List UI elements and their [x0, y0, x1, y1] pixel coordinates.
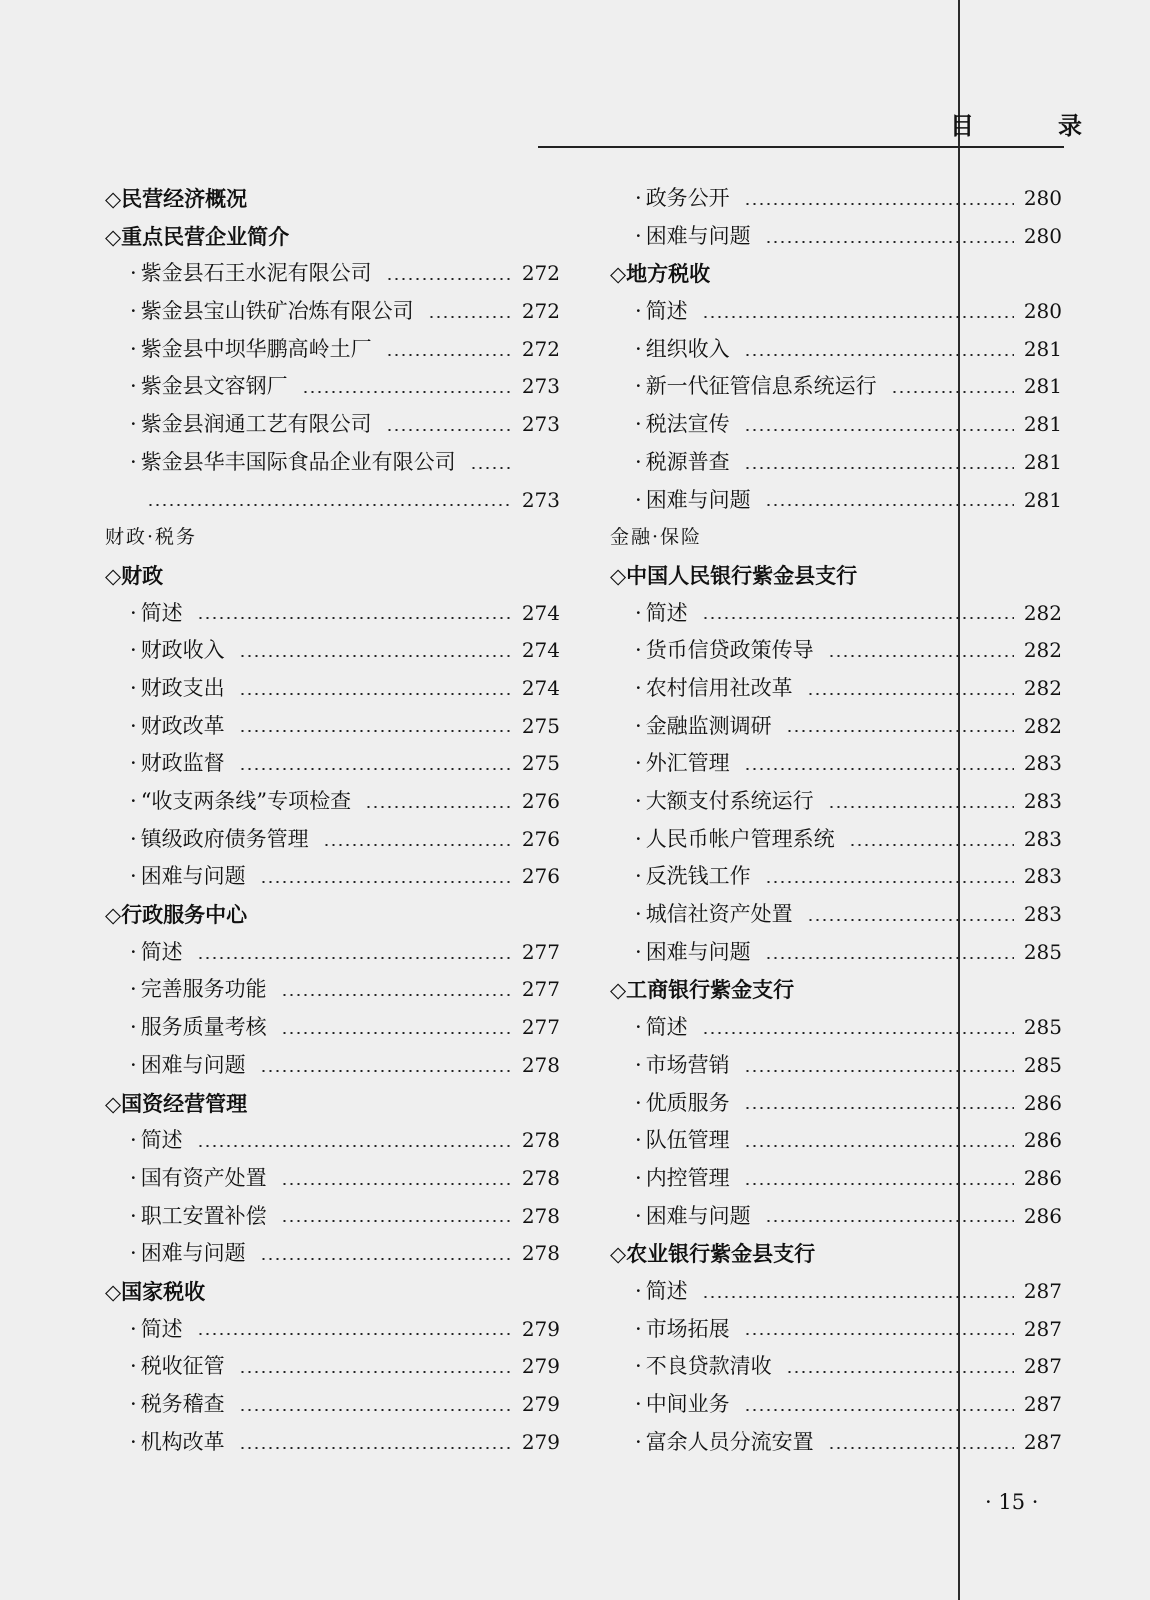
dot-leader [786, 1371, 1014, 1373]
bullet-dot: · [635, 449, 642, 474]
toc-entry[interactable] [105, 1160, 560, 1198]
bullet-dot: · [635, 1203, 642, 1228]
toc-section-heading[interactable]: ◇财政 [105, 562, 164, 588]
toc-entry-title: 困难与问题 [645, 1203, 751, 1228]
dot-leader [260, 1070, 512, 1072]
toc-entry-page: 273 [521, 412, 560, 437]
toc-section-heading[interactable]: ◇地方税收 [610, 261, 711, 287]
bullet-dot: · [635, 1090, 642, 1115]
header-rule [538, 146, 1064, 148]
bullet-dot: · [130, 1052, 137, 1077]
dot-leader [828, 806, 1014, 808]
toc-entry-page: 282 [1023, 675, 1062, 700]
toc-entry[interactable] [610, 632, 1062, 670]
toc-entry[interactable] [105, 745, 560, 783]
toc-entry[interactable] [105, 670, 560, 708]
dot-leader [765, 504, 1014, 506]
toc-entry[interactable] [610, 1122, 1062, 1160]
toc-entry-page: 286 [1023, 1090, 1062, 1115]
toc-entry-page: 277 [521, 1015, 560, 1040]
toc-entry-page: 285 [1023, 1052, 1062, 1077]
bullet-dot: · [130, 1241, 137, 1266]
toc-entry[interactable] [610, 896, 1062, 934]
bullet-dot: · [130, 299, 137, 324]
bullet-dot: · [130, 1392, 137, 1416]
toc-entry-page: 272 [521, 336, 560, 361]
toc-entry[interactable] [610, 1009, 1062, 1047]
toc-entry-title: 人民币帐户管理系统 [645, 826, 835, 851]
bullet-dot: · [130, 977, 137, 1002]
toc-entry[interactable] [105, 406, 560, 444]
toc-entry-page: 279 [521, 1392, 560, 1416]
toc-entry-title: 服务质量考核 [140, 1015, 267, 1040]
toc-entry-title: 外汇管理 [645, 751, 730, 776]
bullet-dot: · [635, 638, 642, 663]
bullet-dot: · [130, 600, 137, 625]
dot-leader [744, 354, 1014, 356]
toc-entry-page: 279 [521, 1429, 560, 1454]
toc-entry-title: 市场拓展 [645, 1316, 730, 1341]
toc-entry-page: 273 [521, 487, 560, 512]
toc-entry[interactable] [610, 1047, 1062, 1085]
toc-entry-title: 职工安置补偿 [140, 1203, 267, 1228]
toc-entry-page: 272 [521, 299, 560, 324]
dot-leader [807, 919, 1014, 921]
toc-entry-title: 税法宣传 [645, 412, 730, 437]
dot-leader [744, 1333, 1014, 1335]
toc-entry-page: 281 [1023, 487, 1062, 512]
toc-entry-title: 简述 [140, 1316, 183, 1341]
toc-entry[interactable] [610, 444, 1062, 482]
dot-leader [807, 693, 1014, 695]
toc-entry[interactable] [610, 1160, 1062, 1198]
toc-entry[interactable] [105, 858, 560, 896]
bullet-dot: · [130, 939, 137, 964]
bullet-dot: · [635, 223, 642, 248]
toc-entry-page: 281 [1023, 374, 1062, 399]
toc-entry-page: 281 [1023, 412, 1062, 437]
page-header-title: 目 录 [950, 111, 1112, 140]
toc-entry-page: 287 [1023, 1429, 1062, 1454]
toc-entry[interactable] [610, 482, 1062, 520]
toc-entry[interactable] [105, 708, 560, 746]
dot-leader [765, 881, 1014, 883]
toc-entry-page: 272 [521, 261, 560, 286]
toc-entry-title: 紫金县石王水泥有限公司 [140, 261, 372, 286]
bullet-dot: · [635, 1015, 642, 1040]
toc-entry-title: 税务稽查 [140, 1392, 225, 1416]
dot-leader [744, 1183, 1014, 1185]
toc-entry-title: 组织收入 [645, 336, 730, 361]
toc-entry[interactable] [105, 1235, 560, 1273]
bullet-dot: · [130, 826, 137, 851]
bullet-dot: · [635, 864, 642, 889]
toc-entry-title: 财政监督 [140, 751, 225, 776]
toc-entry[interactable] [610, 218, 1062, 256]
toc-entry-title: 简述 [140, 600, 183, 625]
toc-section-heading[interactable]: ◇国资经营管理 [105, 1090, 248, 1116]
toc-entry-page: 283 [1023, 751, 1062, 776]
bullet-dot: · [130, 789, 137, 813]
bullet-dot: · [130, 336, 137, 361]
toc-entry[interactable] [610, 1198, 1062, 1236]
bullet-dot: · [130, 1203, 137, 1228]
toc-entry[interactable] [105, 595, 560, 633]
toc-entry-title: 富余人员分流安置 [645, 1429, 814, 1454]
toc-entry-page: 280 [1023, 223, 1062, 248]
toc-entry[interactable] [105, 368, 560, 406]
toc-entry-page: 278 [521, 1128, 560, 1153]
toc-entry-title: 财政改革 [140, 713, 225, 738]
dot-leader [891, 391, 1014, 393]
dot-leader [702, 617, 1014, 619]
toc-entry-title: 紫金县文容钢厂 [140, 374, 288, 399]
toc-entry-page: 285 [1023, 939, 1062, 964]
toc-entry-title: 反洗钱工作 [645, 864, 751, 889]
dot-leader [281, 994, 512, 996]
bullet-dot: · [635, 299, 642, 324]
bullet-dot: · [130, 449, 137, 474]
toc-entry-page: 273 [521, 374, 560, 399]
toc-entry[interactable] [105, 1009, 560, 1047]
toc-entry-page: 277 [521, 977, 560, 1002]
toc-entry[interactable] [105, 255, 560, 293]
bullet-dot: · [635, 600, 642, 625]
toc-entry-title: 机构改革 [140, 1429, 225, 1454]
toc-entry-page: 287 [1023, 1316, 1062, 1341]
toc-entry-title: 简述 [645, 1278, 688, 1303]
toc-entry[interactable] [610, 745, 1062, 783]
toc-entry[interactable] [610, 595, 1062, 633]
toc-entry-page: 287 [1023, 1392, 1062, 1416]
toc-entry-page: 281 [1023, 336, 1062, 361]
toc-entry-title: 紫金县润通工艺有限公司 [140, 412, 372, 437]
toc-entry-page: 277 [521, 939, 560, 964]
toc-entry[interactable] [105, 1311, 560, 1349]
toc-entry-page: 281 [1023, 449, 1062, 474]
dot-leader [302, 391, 512, 393]
toc-entry-page: 287 [1023, 1354, 1062, 1379]
bullet-dot: · [635, 902, 642, 927]
toc-section-heading[interactable]: ◇农业银行紫金县支行 [610, 1241, 816, 1267]
toc-entry-title: 不良贷款清收 [645, 1354, 772, 1379]
bullet-dot: · [130, 751, 137, 776]
dot-leader [386, 429, 512, 431]
dot-leader [197, 1333, 512, 1335]
dot-leader [702, 1296, 1014, 1298]
toc-entry-title: 税收征管 [140, 1354, 225, 1379]
bullet-dot: · [635, 1052, 642, 1077]
dot-leader [260, 881, 512, 883]
toc-entry-title: 中间业务 [645, 1392, 730, 1416]
dot-leader [281, 1032, 512, 1034]
toc-entry-title: 简述 [645, 1015, 688, 1040]
dot-leader [147, 504, 512, 506]
toc-entry-title: 货币信贷政策传导 [645, 638, 814, 663]
bullet-dot: · [635, 412, 642, 437]
toc-entry-page: 274 [521, 638, 560, 663]
bullet-dot: · [130, 412, 137, 437]
toc-entry-page: 282 [1023, 600, 1062, 625]
toc-entry-title: 市场营销 [645, 1052, 730, 1077]
toc-entry-page: 278 [521, 1165, 560, 1190]
toc-entry-title: 困难与问题 [140, 864, 246, 889]
toc-entry-continuation[interactable] [105, 482, 560, 520]
dot-leader [281, 1183, 512, 1185]
toc-entry[interactable] [610, 708, 1062, 746]
toc-entry-title: 简述 [645, 299, 688, 324]
toc-right-column [610, 180, 1062, 1461]
toc-entry-title: 简述 [645, 600, 688, 625]
toc-entry-page: 285 [1023, 1015, 1062, 1040]
toc-entry[interactable] [105, 934, 560, 972]
toc-entry[interactable] [610, 783, 1062, 821]
toc-entry-page: 286 [1023, 1128, 1062, 1153]
toc-section-heading[interactable]: ◇中国人民银行紫金县支行 [610, 562, 858, 588]
toc-entry[interactable] [610, 180, 1062, 218]
toc-entry[interactable] [105, 1348, 560, 1386]
toc-entry[interactable] [105, 331, 560, 369]
dot-leader [239, 693, 512, 695]
dot-leader [744, 1107, 1014, 1109]
toc-entry-title: 简述 [140, 939, 183, 964]
dot-leader [828, 1447, 1014, 1449]
toc-entry-title: 紫金县华丰国际食品企业有限公司 [140, 449, 456, 474]
toc-category-heading: 财政·税务 [105, 526, 198, 549]
toc-entry-title: 困难与问题 [645, 223, 751, 248]
dot-leader [849, 844, 1014, 846]
toc-entry[interactable] [105, 1047, 560, 1085]
dot-leader [386, 354, 512, 356]
bullet-dot: · [130, 1429, 137, 1454]
bullet-dot: · [635, 1165, 642, 1190]
bullet-dot: · [635, 1278, 642, 1303]
toc-entry-page: 275 [521, 751, 560, 776]
toc-entry-title: 优质服务 [645, 1090, 730, 1115]
bullet-dot: · [635, 1128, 642, 1153]
toc-entry-title: 国有资产处置 [140, 1165, 267, 1190]
toc-entry[interactable] [610, 1424, 1062, 1462]
dot-leader [744, 1070, 1014, 1072]
dot-leader [828, 655, 1014, 657]
toc-entry-page: 283 [1023, 826, 1062, 851]
dot-leader [323, 844, 512, 846]
bullet-dot: · [635, 1316, 642, 1341]
toc-entry-title: 政务公开 [645, 186, 730, 210]
bullet-dot: · [130, 675, 137, 700]
toc-entry-page: 282 [1023, 713, 1062, 738]
toc-entry[interactable] [105, 444, 560, 482]
toc-entry-page: 278 [521, 1052, 560, 1077]
toc-entry-page: 283 [1023, 902, 1062, 927]
dot-leader [744, 467, 1014, 469]
dot-leader [197, 1145, 512, 1147]
bullet-dot: · [130, 1128, 137, 1153]
bullet-dot: · [130, 1165, 137, 1190]
toc-entry[interactable] [610, 1273, 1062, 1311]
toc-entry-title: 紫金县中坝华鹏高岭土厂 [140, 336, 372, 361]
bullet-dot: · [635, 789, 642, 813]
dot-leader [386, 278, 512, 280]
toc-entry[interactable] [105, 783, 560, 821]
toc-entry-title: 新一代征管信息系统运行 [645, 374, 877, 399]
bullet-dot: · [130, 638, 137, 663]
dot-leader [260, 1258, 512, 1260]
dot-leader [744, 1409, 1014, 1411]
dot-leader [786, 730, 1014, 732]
bullet-dot: · [130, 261, 137, 286]
toc-entry[interactable] [105, 1386, 560, 1424]
toc-entry[interactable] [610, 1348, 1062, 1386]
toc-entry[interactable] [610, 331, 1062, 369]
toc-entry-page: 286 [1023, 1203, 1062, 1228]
toc-left-column [105, 180, 560, 1461]
toc-section-heading[interactable]: ◇重点民营企业简介 [105, 223, 290, 249]
toc-entry[interactable] [610, 406, 1062, 444]
toc-entry-title: 困难与问题 [140, 1052, 246, 1077]
toc-entry-title: 农村信用社改革 [645, 675, 793, 700]
toc-entry[interactable] [610, 934, 1062, 972]
toc-entry-page: 280 [1023, 299, 1062, 324]
bullet-dot: · [635, 826, 642, 851]
dot-leader [702, 316, 1014, 318]
bullet-dot: · [130, 1354, 137, 1379]
dot-leader [197, 617, 512, 619]
toc-entry[interactable] [105, 1122, 560, 1160]
dot-leader [765, 1220, 1014, 1222]
toc-entry-title: 税源普查 [645, 449, 730, 474]
toc-entry-page: 286 [1023, 1165, 1062, 1190]
toc-entry[interactable] [610, 670, 1062, 708]
toc-entry-page: 283 [1023, 864, 1062, 889]
dot-leader [428, 316, 512, 318]
bullet-dot: · [130, 1015, 137, 1040]
toc-section-heading[interactable]: ◇民营经济概况 [105, 186, 248, 211]
toc-entry-page: 279 [521, 1354, 560, 1379]
toc-entry-title: 队伍管理 [645, 1128, 730, 1153]
toc-entry[interactable] [610, 1311, 1062, 1349]
dot-leader [197, 957, 512, 959]
toc-entry-title: 简述 [140, 1128, 183, 1153]
toc-section-heading[interactable]: ◇国家税收 [105, 1278, 206, 1304]
toc-entry-page: 276 [521, 826, 560, 851]
toc-entry-title: 困难与问题 [645, 487, 751, 512]
bullet-dot: · [130, 713, 137, 738]
bullet-dot: · [635, 1354, 642, 1379]
dot-leader [239, 655, 512, 657]
toc-entry[interactable] [105, 971, 560, 1009]
toc-entry-title: 内控管理 [645, 1165, 730, 1190]
bullet-dot: · [130, 864, 137, 889]
toc-entry-title: 大额支付系统运行 [645, 789, 814, 813]
page-number: · 15 · [985, 1490, 1039, 1514]
dot-leader [744, 203, 1014, 205]
bullet-dot: · [635, 186, 642, 210]
toc-entry-page: 276 [521, 864, 560, 889]
toc-entry[interactable] [610, 1386, 1062, 1424]
toc-entry-title: 困难与问题 [645, 939, 751, 964]
toc-entry-title: 城信社资产处置 [645, 902, 793, 927]
dot-leader [239, 768, 512, 770]
toc-entry-page: 274 [521, 675, 560, 700]
dot-leader [765, 241, 1014, 243]
toc-entry[interactable] [105, 821, 560, 859]
toc-entry[interactable] [105, 1198, 560, 1236]
toc-entry-title: 财政收入 [140, 638, 225, 663]
bullet-dot: · [635, 675, 642, 700]
toc-entry-title: 完善服务功能 [140, 977, 267, 1002]
toc-entry[interactable] [610, 293, 1062, 331]
dot-leader [744, 429, 1014, 431]
dot-leader [365, 806, 512, 808]
bullet-dot: · [635, 374, 642, 399]
dot-leader [239, 1371, 512, 1373]
toc-entry-title: 金融监测调研 [645, 713, 772, 738]
toc-entry[interactable] [105, 293, 560, 331]
dot-leader [744, 768, 1014, 770]
toc-entry-page: 278 [521, 1203, 560, 1228]
toc-entry-page: 282 [1023, 638, 1062, 663]
toc-entry-title: 紫金县宝山铁矿冶炼有限公司 [140, 299, 414, 324]
toc-entry[interactable] [105, 632, 560, 670]
toc-entry-page: 274 [521, 600, 560, 625]
toc-entry[interactable] [105, 1424, 560, 1462]
bullet-dot: · [635, 487, 642, 512]
dot-leader [744, 1145, 1014, 1147]
toc-entry[interactable] [610, 858, 1062, 896]
bullet-dot: · [635, 939, 642, 964]
toc-entry-title: 困难与问题 [140, 1241, 246, 1266]
toc-entry[interactable] [610, 368, 1062, 406]
toc-section-heading[interactable]: ◇工商银行紫金支行 [610, 977, 795, 1003]
bullet-dot: · [635, 1392, 642, 1416]
dot-leader [765, 957, 1014, 959]
dot-leader [239, 1447, 512, 1449]
toc-category-heading: 金融·保险 [610, 526, 703, 549]
toc-entry-page: 279 [521, 1316, 560, 1341]
toc-entry-title: 镇级政府债务管理 [140, 826, 309, 851]
toc-entry[interactable] [610, 1085, 1062, 1123]
toc-entry-page: 280 [1023, 186, 1062, 210]
dot-leader [702, 1032, 1014, 1034]
dot-leader [281, 1220, 512, 1222]
toc-entry[interactable] [610, 821, 1062, 859]
toc-entry-page: 275 [521, 713, 560, 738]
toc-entry-title: 财政支出 [140, 675, 225, 700]
bullet-dot: · [635, 336, 642, 361]
toc-section-heading[interactable]: ◇行政服务中心 [105, 902, 248, 928]
toc-entry-page: 278 [521, 1241, 560, 1266]
toc-entry-title: “收支两条线”专项检查 [140, 789, 352, 813]
dot-leader [239, 730, 512, 732]
bullet-dot: · [635, 713, 642, 738]
dot-leader [470, 467, 510, 469]
toc-entry-page: 283 [1023, 789, 1062, 813]
bullet-dot: · [130, 1316, 137, 1341]
bullet-dot: · [130, 374, 137, 399]
bullet-dot: · [635, 1429, 642, 1454]
toc-entry-page: 287 [1023, 1278, 1062, 1303]
bullet-dot: · [635, 751, 642, 776]
toc-entry-page: 276 [521, 789, 560, 813]
dot-leader [239, 1409, 512, 1411]
